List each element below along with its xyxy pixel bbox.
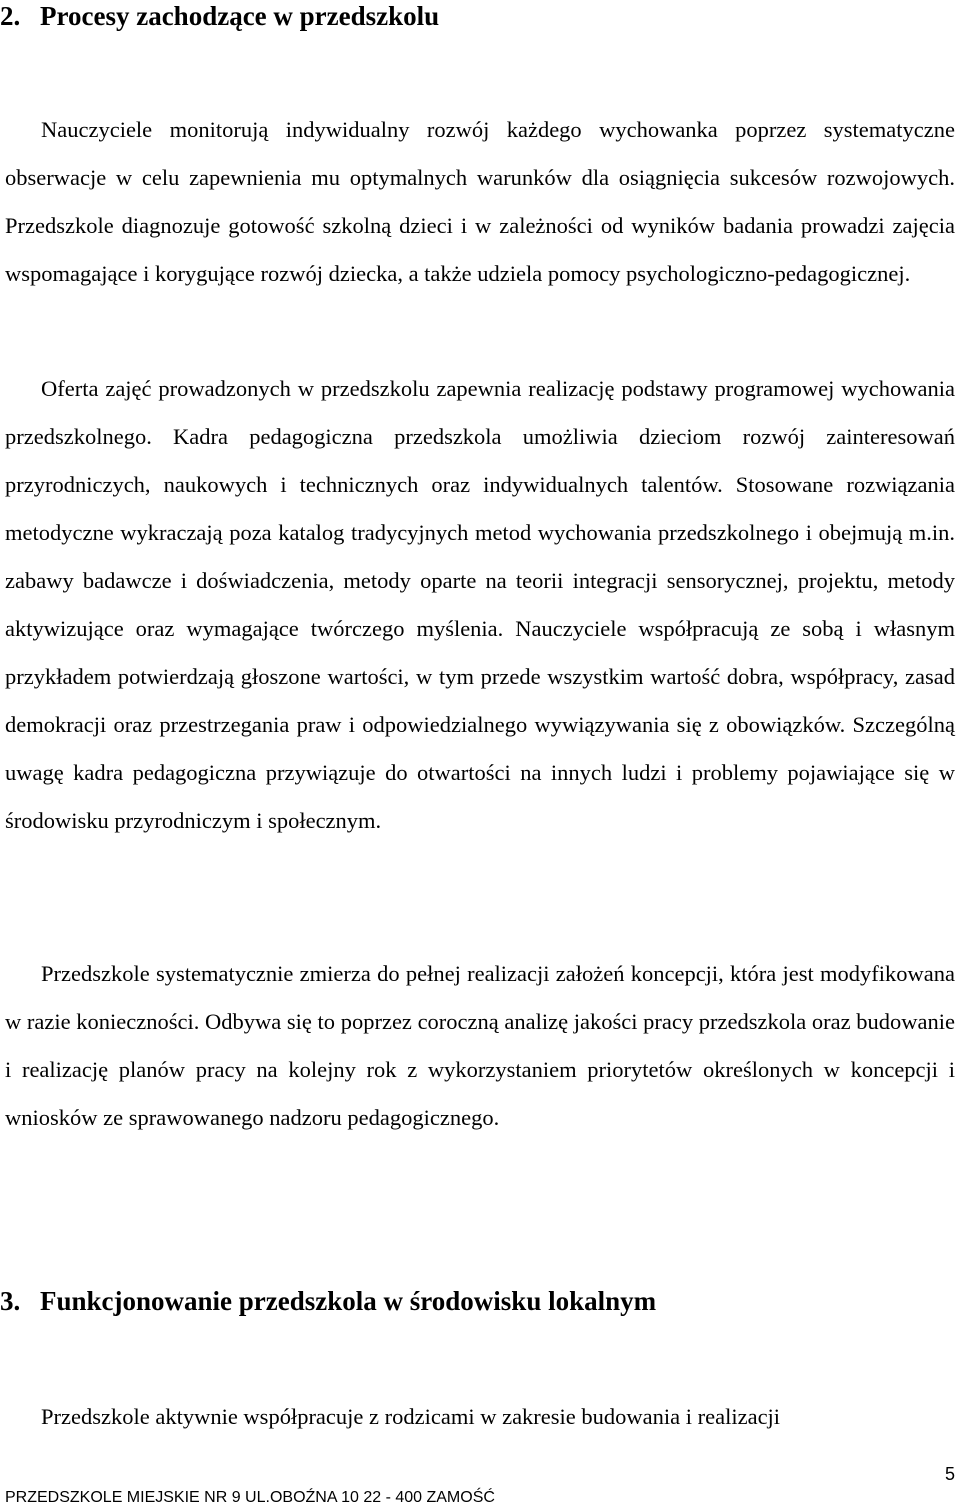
paragraph-cooperation: Przedszkole aktywnie współpracuje z rodzicami w zakresie budowania i realizacji (41, 1404, 781, 1429)
paragraph-concept-realization: Przedszkole systematycznie zmierza do pełnej realizacji założeń koncepcji, która jest modyfikowana w razie konieczności. Odbywa się to poprzez coroczną analizę jakości pracy przedszkola oraz budowanie i realizację planów pracy na kolejny rok z wykorzystaniem priorytetów określonych w koncepcji i wniosków ze sprawowanego nadzoru pedagogicznego. (5, 961, 955, 1130)
section-2-number: 2. (0, 1, 21, 31)
page-number: 5 (944, 1464, 955, 1484)
section-3-title: Funkcjonowanie przedszkola w środowisku lokalnym (40, 1286, 657, 1316)
footer-address: PRZEDSZKOLE MIEJSKIE NR 9 UL.OBOŹNA 10 22 - 400 ZAMOŚĆ (5, 1489, 495, 1506)
paragraph-offer: Oferta zajęć prowadzonych w przedszkolu zapewnia realizację podstawy programowej wychowania przedszkolnego. Kadra pedagogiczna przedszkola umożliwia dzieciom rozwój zainteresowań przyrodniczych, naukowych i technicznych oraz indywidualnych talentów. Stosowane rozwiązania metodyczne wykraczają poza katalog tradycyjnych metod wychowania przedszkolnego i obejmują m.in. zabawy badawcze i doświadczenia, metody oparte na teorii integracji sensorycznej, projektu, metody aktywizujące oraz wymagające twórczego myślenia. Nauczyciele współpracują ze sobą i własnym przykładem potwierdzają głoszone wartości, w tym przede wszystkim wartość dobra, współpracy, zasad demokracji oraz przestrzegania praw i odpowiedzialnego wywiązywania się z obowiązków. Szczególną uwagę kadra pedagogiczna przywiązuje do otwartości na innych ludzi i problemy pojawiające się w środowisku przyrodniczym i społecznym. (5, 376, 955, 833)
section-3-heading (0, 1285, 656, 1317)
section-2-title: Procesy zachodzące w przedszkolu (40, 1, 440, 31)
section-3-number: 3. (0, 1286, 21, 1316)
paragraph-monitoring: Nauczyciele monitorują indywidualny rozwój każdego wychowanka poprzez systematyczne obserwacje w celu zapewnienia mu optymalnych warunków dla osiągnięcia sukcesów rozwojowych. Przedszkole diagnozuje gotowość szkolną dzieci i w zależności od wyników badania prowadzi zajęcia wspomagające i korygujące rozwój dziecka, a także udziela pomocy psychologiczno-pedagogicznej. (5, 117, 955, 286)
section-2-heading (0, 0, 439, 32)
